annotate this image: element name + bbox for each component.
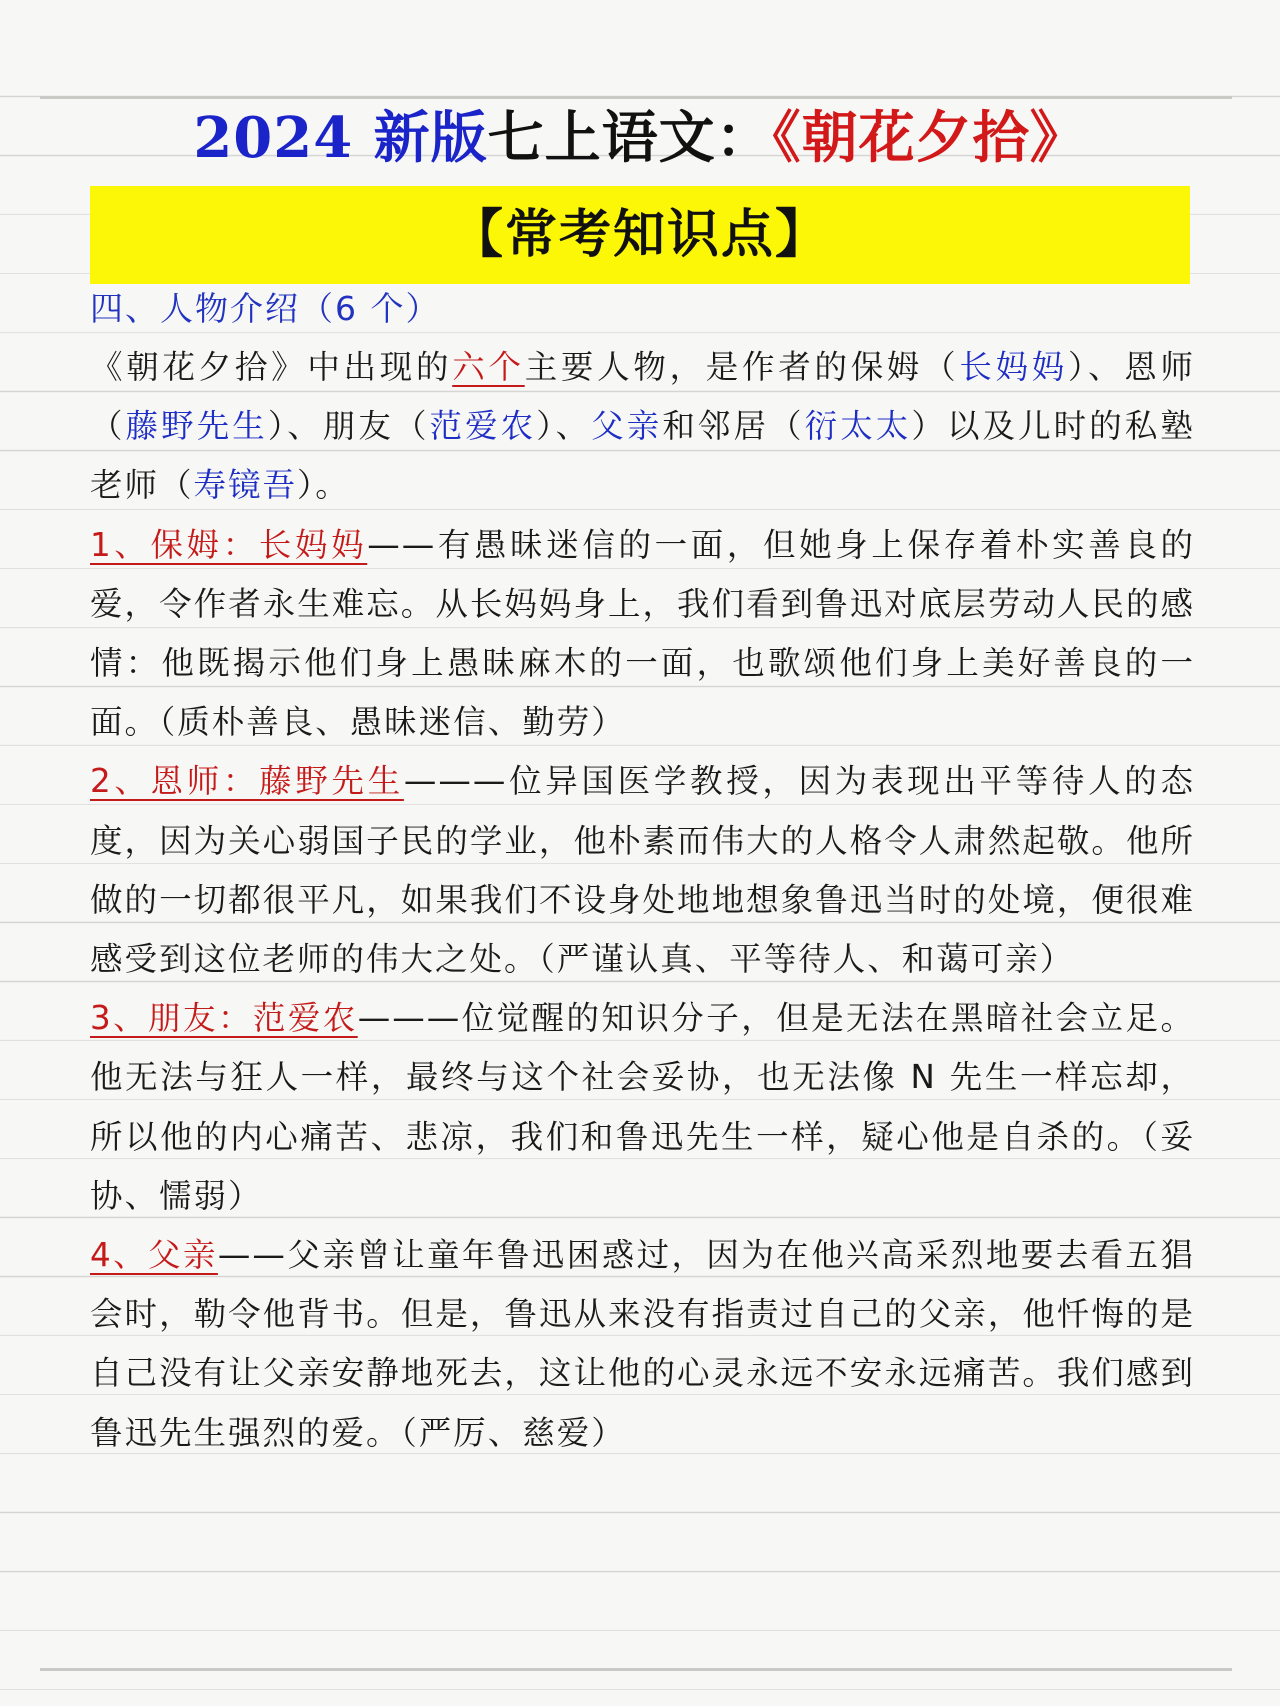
intro-neighbor-name: 衍太太	[804, 407, 912, 446]
item-text: ——有愚昧迷信的一面，但她身上保存着朴实善良的爱，令作者永生难忘。从长妈妈身上，我们看到鲁迅对底层劳动人民的感情：他既揭示他们身上愚昧麻木的一面，也歌颂他们身上美好善良的一面。（质朴善良、愚昧迷信、勤劳）	[90, 525, 1195, 742]
intro-text: ）。	[297, 466, 350, 505]
page-title	[0, 98, 1280, 178]
section-heading: 四、人物介绍（6 个）	[90, 289, 441, 328]
intro-text: 《朝花夕拾》中出现的	[90, 348, 453, 386]
intro-text: ）以及儿时的私塾老师（	[90, 407, 1195, 505]
intro-teacher-name: 藤野先生	[125, 407, 268, 446]
character-item-father	[90, 1226, 1195, 1463]
intro-text: ）、朋友（	[267, 407, 430, 446]
intro-text: ）、恩师（	[90, 348, 1195, 446]
intro-paragraph	[90, 338, 1195, 516]
intro-nanny-name: 长妈妈	[959, 348, 1069, 386]
document-body	[90, 338, 1195, 1463]
item-heading: 2、恩师：藤野先生	[90, 762, 404, 801]
character-item-nanny	[90, 516, 1195, 753]
title-book: 《朝花夕拾》	[772, 105, 1087, 171]
title-year: 2024	[193, 105, 354, 171]
item-text: ———位觉醒的知识分子，但是无法在黑暗社会立足。他无法与狂人一样，最终与这个社会妥协，也无法像 N 先生一样忘却，所以他的内心痛苦、悲凉，我们和鲁迅先生一样，疑心他是自杀的。（妥协、懦弱）	[90, 999, 1195, 1215]
character-item-teacher	[90, 752, 1195, 989]
item-heading: 1、保姆：长妈妈	[90, 525, 368, 564]
item-heading: 3、朋友：范爱农	[90, 999, 358, 1038]
intro-friend-name: 范爱农	[429, 407, 537, 446]
intro-text: 和邻居（	[662, 407, 805, 446]
item-heading: 4、父亲	[90, 1236, 218, 1275]
character-item-friend	[90, 989, 1195, 1226]
intro-text: ）、	[536, 407, 592, 446]
item-text: ———位异国医学教授，因为表现出平等待人的态度，因为关心弱国子民的学业，他朴素而伟大的人格令人肃然起敬。他所做的一切都很平凡，如果我们不设身处地地想象鲁迅当时的处境，便很难感受到这位老师的伟大之处。（严谨认真、平等待人、和蔼可亲）	[90, 762, 1195, 979]
bottom-divider	[40, 1668, 1232, 1671]
intro-six-highlight: 六个	[452, 348, 525, 386]
title-subject: 七上语文：	[487, 105, 773, 171]
intro-text: 主要人物，是作者的保姆（	[524, 348, 960, 386]
key-points-banner: 【常考知识点】	[90, 186, 1190, 284]
item-text: ——父亲曾让童年鲁迅困惑过，因为在他兴高采烈地要去看五猖会时，勒令他背书。但是，鲁迅从来没有指责过自己的父亲，他忏悔的是自己没有让父亲安静地死去，这让他的心灵永远不安永远痛苦。我们感到鲁迅先生强烈的爱。（严厉、慈爱）	[90, 1236, 1195, 1452]
intro-father-name: 父亲	[591, 407, 663, 446]
title-new-version: 新版	[373, 105, 488, 171]
intro-tutor-name: 寿镜吾	[193, 466, 298, 505]
